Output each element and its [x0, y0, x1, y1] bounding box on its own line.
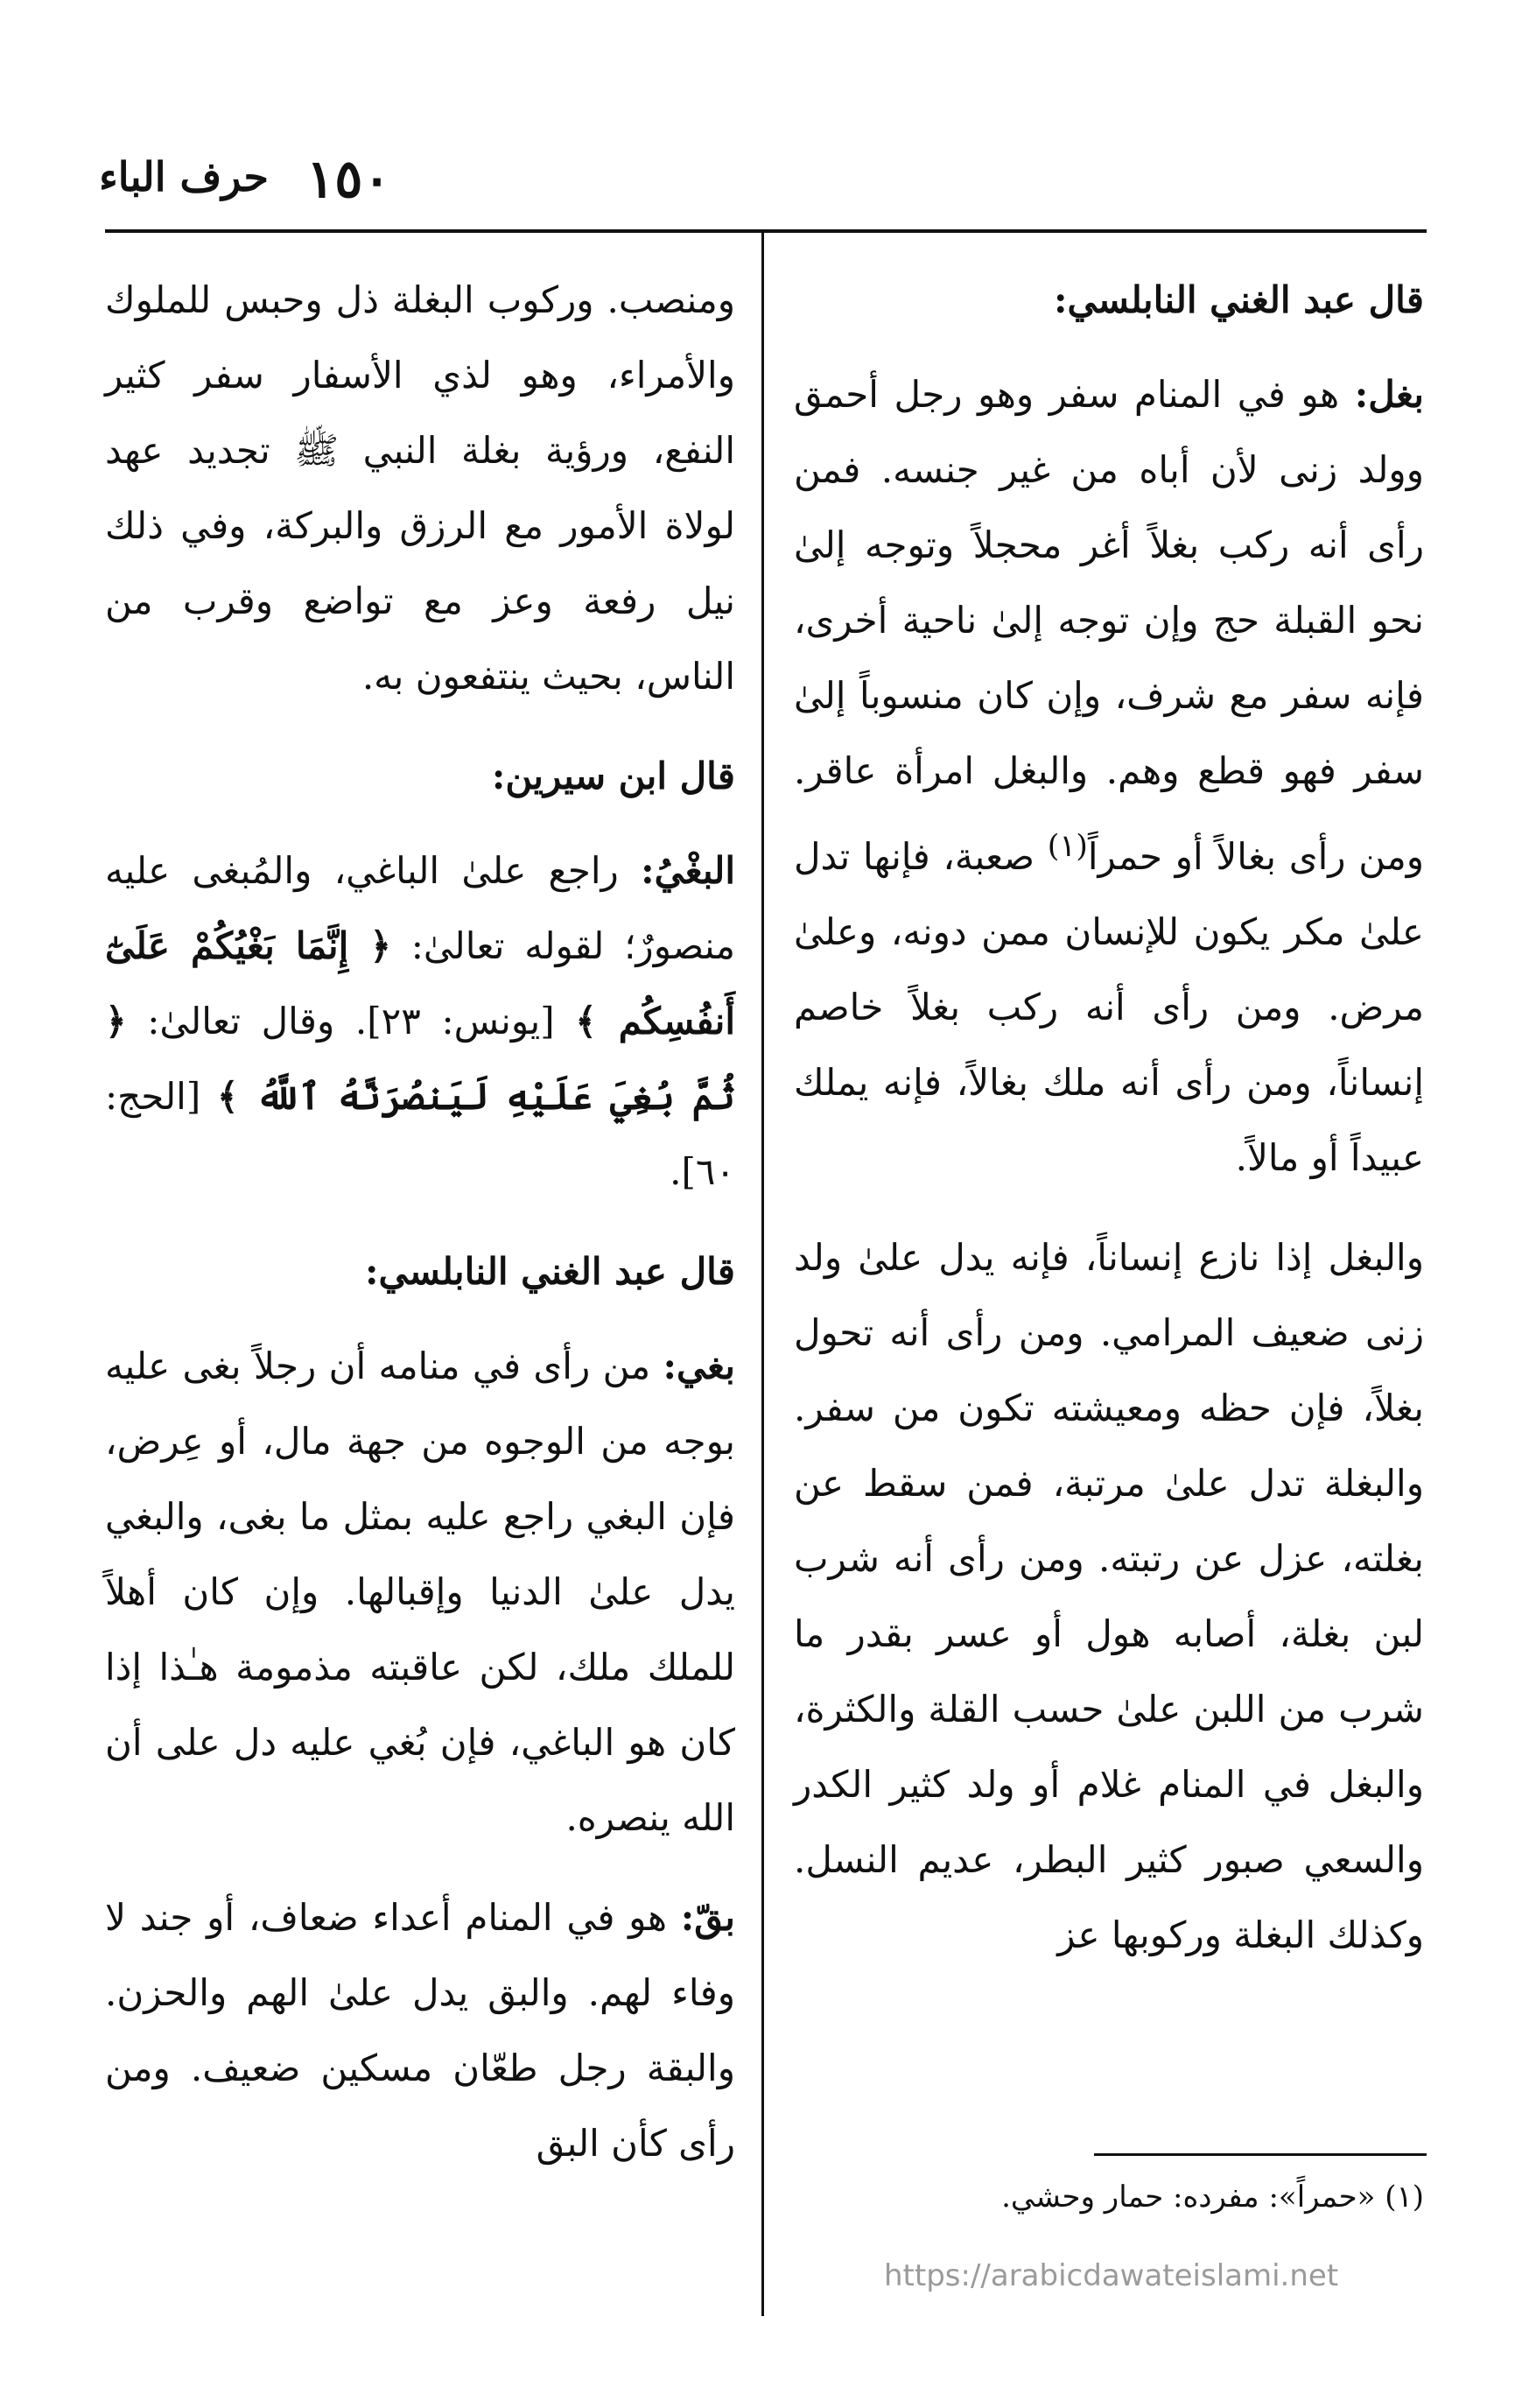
quran-verse: ﴿ ثُمَّ بُغِيَ عَلَيْهِ لَيَنصُرَنَّهُ ٱللَّهُ ﴾	[105, 1000, 735, 1118]
footnote-marker: (١)	[1385, 2180, 1424, 2215]
paragraph-text: وقال تعالىٰ:	[126, 1000, 355, 1043]
footnote-rule	[1094, 2153, 1427, 2156]
header-rule	[105, 229, 1427, 233]
paragraph-text: هو في المنام أعداء ضعاف، أو جند لا وفاء لهم. والبق يدل علىٰ الهم والحزن. والبقة رجل طعّان مسكين ضعيف. ومن رأى كأن البق	[105, 1896, 735, 2165]
heading-ibn-sirin: قال ابن سيرين:	[491, 755, 735, 797]
term-baqq: بقّ:	[680, 1896, 735, 1939]
right-column	[794, 263, 1424, 1997]
paragraph-text: من رأى في منامه أن رجلاً بغى عليه بوجه من الوجوه من جهة مال، أو عِرض، فإن البغي راجع عليه بمثل ما بغى، والبغي يدل علىٰ الدنيا وإقبالها. وإن كان أهلاً للملك ملك، لكن عاقبته مذمومة هـٰذا إذا كان هو الباغي، فإن بُغي عليه دل على أن الله ينصره.	[105, 1344, 735, 1839]
verse-reference: [يونس: ٢٣].	[354, 1000, 576, 1043]
paragraph-baqq	[105, 1880, 735, 2181]
term-baghi: بغي:	[663, 1344, 735, 1387]
paragraph-text: هو في المنام سفر وهو رجل أحمق وولد زنى لأن أباه من غير جنسه. فمن رأى أنه ركب بغلاً أغر محجلاً وتوجه إلىٰ نحو القبلة حج وإن توجه إلىٰ ناحية أخرى، فإنه سفر مع شرف، وإن كان منسوباً إلىٰ سفر فهو قطع وهم. والبغل امرأة عاقر. ومن رأى بغالاً أو حمراً	[794, 373, 1424, 878]
page-number: ١٥٠	[306, 149, 391, 210]
paragraph-text: صعبة، فإنها تدل علىٰ مكر يكون للإنسان ممن دونه، وعلىٰ مرض. ومن رأى أنه ركب بغلاً خاصم إنساناً، ومن رأى أنه ملك بغالاً، فإنه يملك عبيداً أو مالاً.	[794, 835, 1424, 1179]
term-baghl: بغل:	[1354, 373, 1424, 416]
watermark-url: https://arabicdawateislami.net	[884, 2258, 1339, 2293]
column-divider	[761, 233, 764, 2316]
footnote	[794, 2180, 1424, 2215]
paragraph-baghi	[105, 1329, 735, 1856]
section-title: حرف الباء	[99, 153, 269, 200]
paragraph-continuation: ومنصب. وركوب البغلة ذل وحبس للملوك والأمراء، وهو لذي الأسفار سفر كثير النفع، ورؤية بغلة النبي ﷺ تجديد عهد لولاة الأمور مع الرزق والبركة، وفي ذلك نيل رفعة وعز مع تواضع وقرب من الناس، بحيث ينتفعون به.	[105, 278, 735, 698]
paragraph-text: راجع علىٰ الباغي، والمُبغى عليه منصورٌ؛ لقوله تعالىٰ:	[105, 849, 735, 967]
left-column	[105, 263, 735, 2206]
verse-reference: [الحج: ٦٠].	[105, 1075, 735, 1193]
term-baghy: البغْيُ:	[641, 849, 735, 892]
heading-nabulsi-1: قال عبد الغني النابلسي:	[1054, 278, 1424, 321]
footnote-text: «حمراً»: مفرده: حمار وحشي.	[1001, 2180, 1385, 2215]
paragraph-baghy	[105, 833, 735, 1210]
footnote-reference: (١)	[1047, 829, 1088, 864]
heading-nabulsi-2: قال عبد الغني النابلسي:	[365, 1250, 735, 1293]
paragraph-baghl	[794, 357, 1424, 1196]
paragraph-baghl-2: والبغل إذا نازع إنساناً، فإنه يدل علىٰ ولد زنى ضعيف المرامي. ومن رأى أنه تحول بغلاً، فإن حظه ومعيشته تكون من سفر. والبغلة تدل علىٰ مرتبة، فمن سقط عن بغلته، عزل عن رتبته. ومن رأى أنه شرب لبن بغلة، أصابه هول أو عسر بقدر ما شرب من اللبن علىٰ حسب القلة والكثرة، والبغل في المنام غلام أو ولد كثير الكدر والسعي صبور كثير البطر، عديم النسل. وكذلك البغلة وركوبها عز	[794, 1236, 1424, 1956]
quran-verse: ﴿ إِنَّمَا بَغْيُكُمْ عَلَىٰٓ أَنفُسِكُم ﴾	[105, 924, 735, 1043]
